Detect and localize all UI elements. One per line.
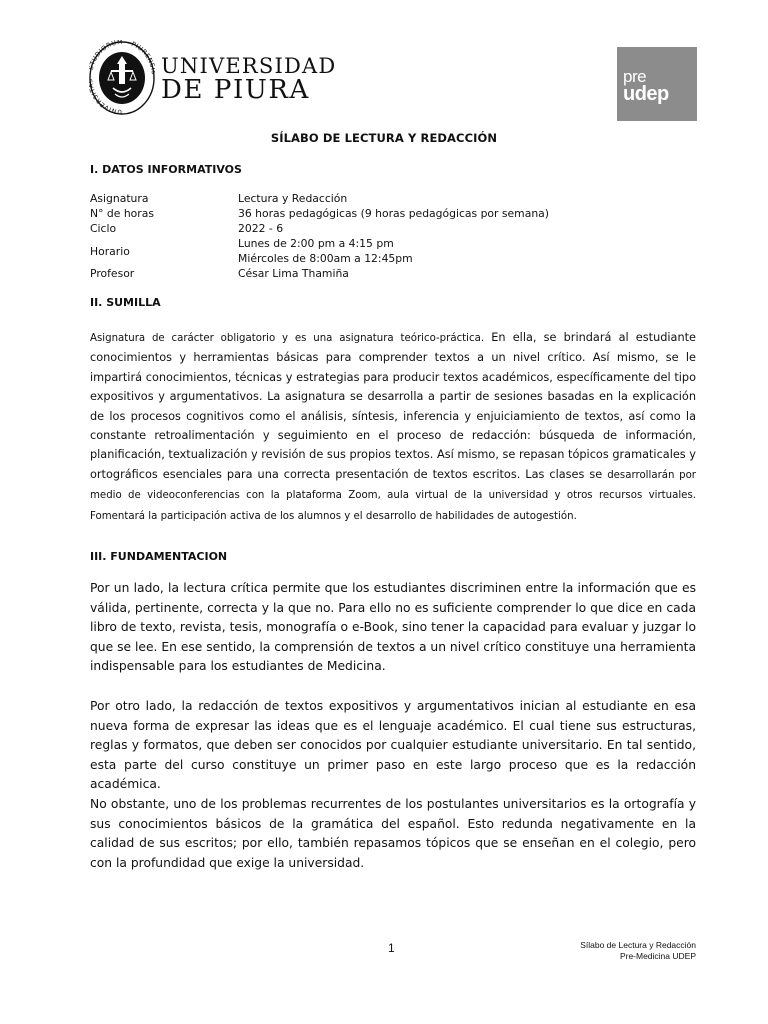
- info-value: César Lima Thamiña: [238, 267, 349, 280]
- footer-line-1: Sílabo de Lectura y Redacción: [580, 940, 696, 950]
- info-value: 36 horas pedagógicas (9 horas pedagógicas por semana): [238, 207, 549, 220]
- info-label: Profesor: [90, 267, 135, 280]
- sumilla-text-a: Asignatura de carácter obligatorio y es una asignatura teórico-práctica.: [90, 333, 485, 344]
- section-heading-datos: I. DATOS INFORMATIVOS: [90, 163, 242, 176]
- fundamentacion-paragraph-1: Por un lado, la lectura crítica permite que los estudiantes discriminen entre la información que es válida, pertinente, correcta y la que no. Para ello no es suficiente comprender lo que dice en cada libro de texto, revista, tesis, monografía o e-Book, sino tener la capacidad para evaluar y juzgar lo que se lee. En ese sentido, la comprensión de textos a un nivel crítico constituye una herramienta indispensable para los estudiantes de Medicina.: [90, 581, 696, 674]
- badge-pre-text: pre: [623, 67, 647, 86]
- section-heading-sumilla: II. SUMILLA: [90, 296, 161, 309]
- svg-text:UNIVERSITAS · STUDIORUM · PIUR: UNIVERSIT TUDIORUM · PIUREN: [89, 40, 155, 116]
- info-label: Asignatura: [90, 192, 149, 205]
- info-table: [90, 191, 690, 281]
- info-value: Lectura y Redacción: [238, 192, 348, 205]
- pre-udep-badge: [617, 47, 697, 121]
- footer-line-2: Pre-Medicina UDEP: [619, 951, 696, 961]
- sumilla-text-c: desarrollarán por medio de videoconferencias con la plataforma Zoom, aula virtual de la universidad y otros recursos virtuales. Fomentará la participación activa de los alumnos y el desarrollo de habilidades de autogestión.: [90, 469, 696, 522]
- fundamentacion-paragraph-2: Por otro lado, la redacción de textos expositivos y argumentativos inician al estudiante en esa nueva forma de expresar las ideas que es el lenguaje académico. El cual tiene sus estructuras, reglas y formatos, que deben ser conocidos por cualquier estudiante universitario. En tal sentido, esta parte del curso constituye un primer paso en este largo proceso que es la redacción académica.: [90, 699, 696, 792]
- info-label: Ciclo: [90, 222, 117, 235]
- logo-line-1: UNIVERSIDAD: [161, 54, 337, 78]
- horario-line-1: Lunes de 2:00 pm a 4:15 pm: [238, 237, 394, 250]
- info-row-asignatura: [90, 191, 690, 206]
- university-logo: [161, 55, 336, 103]
- info-label: N° de horas: [90, 207, 154, 220]
- sumilla-paragraph: [90, 328, 696, 526]
- info-label: Horario: [90, 244, 130, 258]
- footer-caption: [580, 940, 696, 962]
- section-heading-fundamentacion: III. FUNDAMENTACION: [90, 550, 228, 563]
- document-title: SÍLABO DE LECTURA Y REDACCIÓN: [270, 131, 498, 145]
- info-row-profesor: [90, 266, 690, 281]
- sumilla-text-b: En ella, se brindará al estudiante conocimientos y herramientas básicas para comprender textos a un nivel crítico. Así mismo, se le impartirá conocimientos, técnicas y estrategias para producir textos académicos, específicamente del tipo expositivos y argumentativos. La asignatura se desarrolla a partir de sesiones basadas en la explicación de los procesos cognitivos como el análisis, síntesis, inferencia y enjuiciamiento de textos, así como la constante retroalimentación y seguimiento en el proceso de redacción: búsqueda de información, planificación, textualización y revisión de sus propios textos. Así mismo, se repasan tópicos gramaticales y ortográficos esenciales para una correcta presentación de textos escritos. Las clases se: [90, 331, 697, 481]
- info-value: [238, 236, 690, 266]
- university-seal-icon: [89, 40, 155, 116]
- info-row-ciclo: [90, 221, 690, 236]
- info-row-horario: [90, 236, 690, 266]
- badge-udep-text: udep: [623, 83, 669, 105]
- logo-line-2: DE PIURA: [161, 75, 310, 105]
- horario-line-2: Miércoles de 8:00am a 12:45pm: [238, 252, 413, 265]
- fundamentacion-paragraph-3: No obstante, uno de los problemas recurrentes de los postulantes universitarios es la ortografía y sus conocimientos básicos de la gramática del español. Esto redunda negativamente en la calidad de sus escritos; por ello, también repasamos tópicos que se enseñan en el colegio, pero con la profundidad que exige la universidad.: [90, 797, 696, 870]
- page-number: 1: [388, 941, 395, 955]
- info-value: 2022 - 6: [238, 222, 284, 235]
- info-row-horas: [90, 206, 690, 221]
